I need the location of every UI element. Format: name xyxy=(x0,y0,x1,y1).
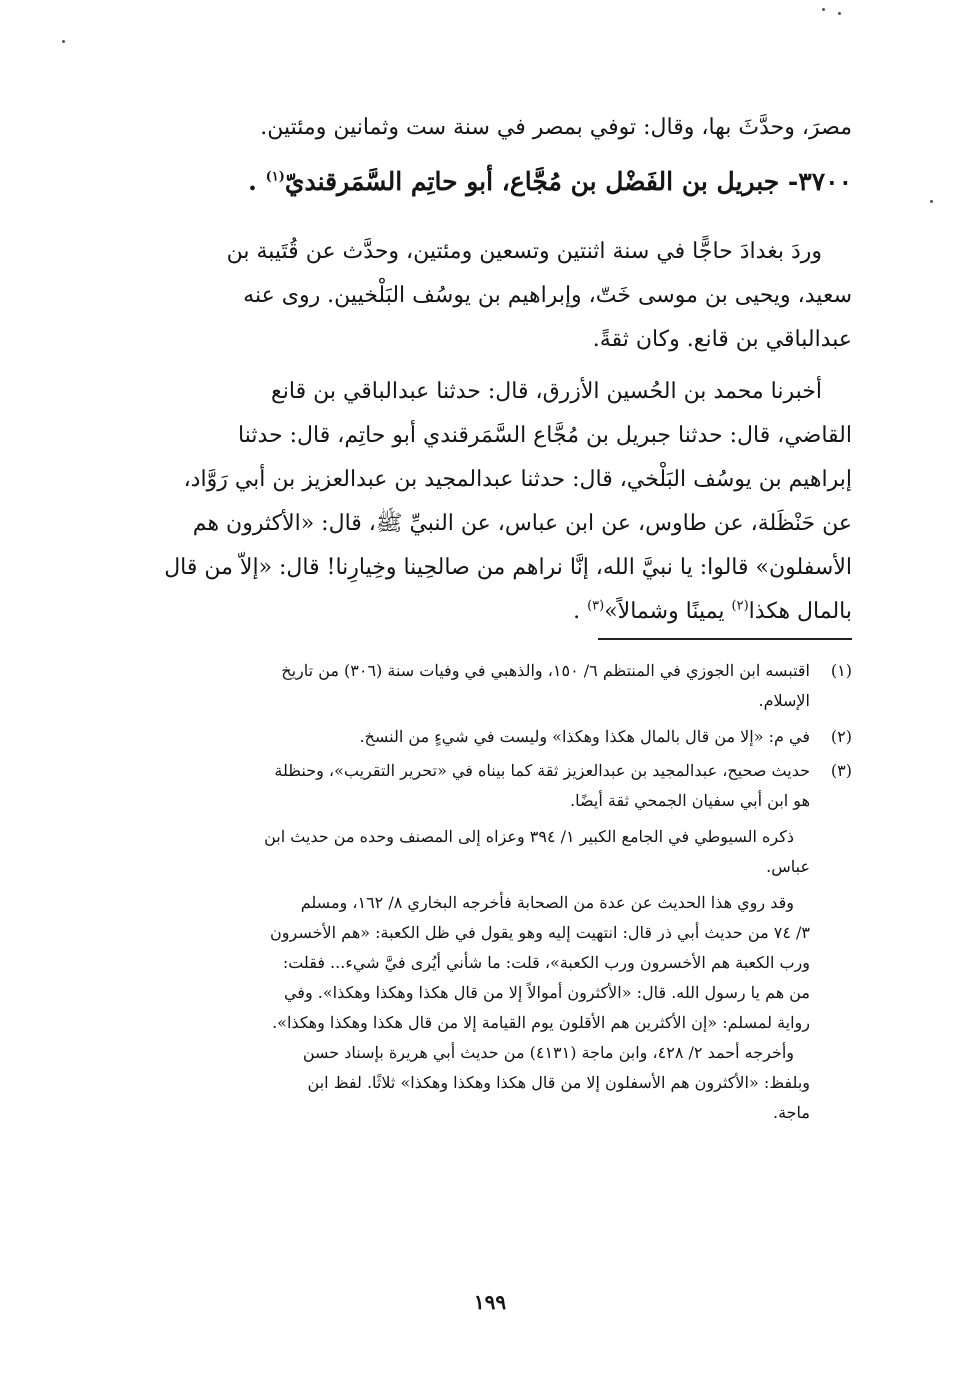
footnote-3-ahmad xyxy=(128,1038,852,1128)
footnote-line: اقتبسه ابن الجوزي في المنتظم ٦/ ١٥٠، والذهبي في وفيات سنة (٣٠٦) من تاريخ xyxy=(281,661,810,680)
biography-line: وردَ بغدادَ حاجًّا في سنة اثنتين وتسعين ومئتين، وحدَّث عن قُتَيبة بن xyxy=(226,239,822,264)
isnad-line: القاضي، قال: حدثنا جبريل بن مُجَّاع السَّمَرقندي أبو حاتِم، قال: حدثنا xyxy=(238,423,852,448)
footnote-body xyxy=(128,756,810,816)
biography-line: عبدالباقي بن قانع. وكان ثقةً. xyxy=(592,327,852,352)
footnote-number: (٣) xyxy=(830,761,852,780)
entry-heading-text xyxy=(128,160,852,204)
entry-heading-title: ٣٧٠٠- جبريل بن الفَضْل بن مُجَّاع، أبو حاتِم السَّمَرقنديّ xyxy=(284,167,852,196)
isnad-line-last xyxy=(128,590,852,634)
footnote-line: عباس. xyxy=(766,857,810,876)
isnad-paragraph xyxy=(128,370,852,634)
isnad-segment: بالمال هكذا xyxy=(748,599,852,624)
footnote-line: ماجة. xyxy=(773,1103,810,1122)
footnote-line: في م: «إلا من قال بالمال هكذا وهكذا» وليست في شيءٍ من النسخ. xyxy=(359,727,810,746)
footnote-line: ٣/ ٧٤ من حديث أبي ذر قال: انتهيت إليه وهو يقول في ظل الكعبة: «هم الأخسرون xyxy=(270,923,810,942)
isnad-trail: . xyxy=(573,599,581,624)
footnote-3-suyuti xyxy=(128,822,852,882)
footnote-number: (١) xyxy=(830,661,852,680)
entry-heading xyxy=(128,160,852,204)
scan-speck xyxy=(838,12,841,15)
isnad-line: إبراهيم بن يوسُف البَلْخي، قال: حدثنا عبدالمجيد بن عبدالعزيز بن أبي رَوَّاد، xyxy=(183,467,852,492)
scan-speck xyxy=(62,40,65,43)
footnote-line: ذكره السيوطي في الجامع الكبير ١/ ٣٩٤ وعزاه إلى المصنف وحده من حديث ابن xyxy=(264,827,794,846)
footnote-body xyxy=(128,722,810,752)
footnote-3 xyxy=(128,756,852,816)
footnote-line: من هم يا رسول الله. قال: «الأكثرون أموالاً إلا من قال هكذا وهكذا وهكذا». وفي xyxy=(283,983,810,1002)
page-number: ١٩٩ xyxy=(473,1290,507,1314)
biography-paragraph xyxy=(128,230,852,362)
isnad-segment: يمينًا وشمالاً» xyxy=(604,599,725,624)
footnote-line: ورب الكعبة هم الأخسرون ورب الكعبة»، قلت: ما شأني أيُرى فيَّ شيء... فقلت: xyxy=(282,953,810,972)
footnote-line: وأخرجه أحمد ٢/ ٤٢٨، وابن ماجة (٤١٣١) من حديث أبي هريرة بإسناد حسن xyxy=(302,1043,794,1062)
entry-heading-trail: . xyxy=(248,167,257,196)
footnote-ref-3: (٣) xyxy=(587,598,605,614)
biography-line: سعيد، ويحيى بن موسى خَتّ، وإبراهيم بن يوسُف البَلْخيين. روى عنه xyxy=(243,283,852,308)
footnote-line: حديث صحيح، عبدالمجيد بن عبدالعزيز ثقة كما بيناه في «تحرير التقريب»، وحنظلة xyxy=(274,761,810,780)
footnote-line: هو ابن أبي سفيان الجمحي ثقة أيضًا. xyxy=(570,791,810,810)
footnotes xyxy=(128,656,852,1128)
footnote-2 xyxy=(128,722,852,752)
footnote-separator xyxy=(598,638,852,640)
footnote-line: الإسلام. xyxy=(758,691,810,710)
footnote-body xyxy=(128,656,810,716)
intro-line: مصرَ، وحدَّثَ بها، وقال: توفي بمصر في سنة ست وثمانين ومئتين. xyxy=(260,115,852,140)
footnote-line: وبلفظ: «الأكثرون هم الأسفلون إلا من قال هكذا وهكذا وهكذا» ثلاثًا. لفظ ابن xyxy=(307,1073,810,1092)
footnote-number: (٢) xyxy=(830,727,852,746)
isnad-line: أخبرنا محمد بن الحُسين الأزرق، قال: حدثنا عبدالباقي بن قانع xyxy=(271,379,822,404)
footnote-ref-1: (١) xyxy=(265,169,285,185)
intro-paragraph xyxy=(128,106,852,150)
isnad-line: الأسفلون» قالوا: يا نبيَّ الله، إنَّا نراهم من صالحِينا وخِيارِنا! قال: «إلاّ من قال xyxy=(164,555,852,580)
scan-speck xyxy=(930,200,933,203)
footnote-ref-2: (٢) xyxy=(731,598,749,614)
footnote-line: رواية لمسلم: «إن الأكثرين هم الأقلون يوم القيامة إلا من قال هكذا وهكذا وهكذا». xyxy=(272,1013,810,1032)
isnad-line: عن حَنْظَلة، عن طاوس، عن ابن عباس، عن النبيِّ ﷺ، قال: «الأكثرون هم xyxy=(192,511,852,536)
footnote-1 xyxy=(128,656,852,716)
footnote-line: وقد روي هذا الحديث عن عدة من الصحابة فأخرجه البخاري ٨/ ١٦٢، ومسلم xyxy=(300,893,794,912)
footnote-3-bukhari xyxy=(128,888,852,1038)
scan-speck xyxy=(822,8,825,11)
